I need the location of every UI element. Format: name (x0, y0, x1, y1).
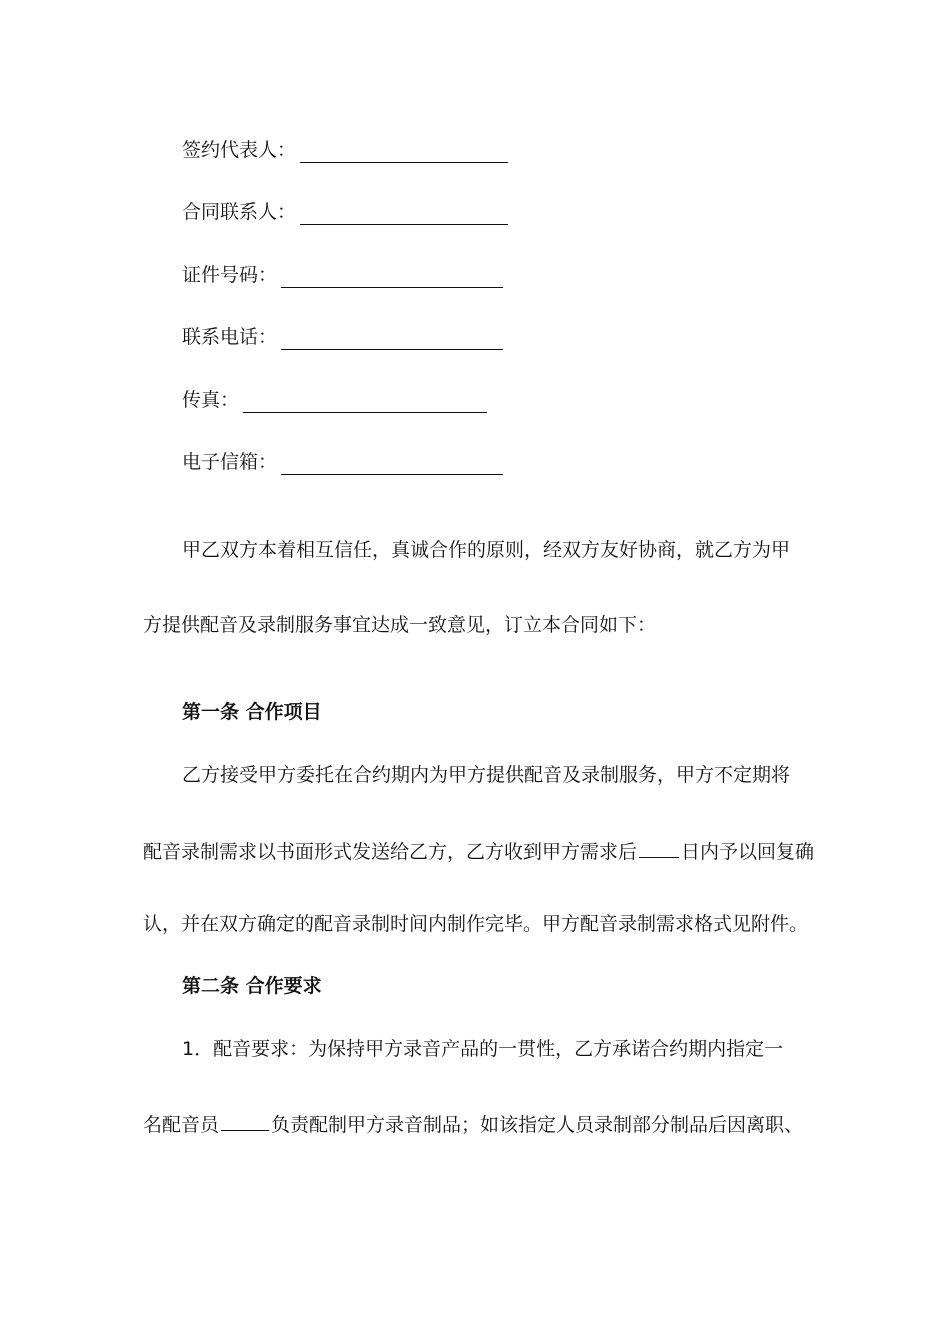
article-1-line-2-a: 配音录制需求以书面形式发送给乙方，乙方收到甲方需求后 (143, 841, 638, 863)
field-label: 传真： (182, 389, 240, 411)
field-phone (182, 324, 503, 350)
field-label: 证件号码： (182, 264, 278, 286)
intro-line-2: 方提供配音及录制服务事宜达成一致意见，订立本合同如下： (143, 614, 657, 636)
field-fax (182, 387, 487, 413)
blank-line[interactable] (281, 329, 503, 350)
article-1-heading: 第一条 合作项目 (182, 701, 322, 723)
blank-line[interactable] (300, 204, 508, 225)
article-2-line-2 (143, 1110, 803, 1138)
field-label: 签约代表人： (182, 139, 297, 161)
article-1-line-2 (143, 837, 814, 865)
blank-line[interactable] (300, 142, 508, 163)
field-contract-contact (182, 199, 508, 225)
voice-actor-blank[interactable] (221, 1110, 269, 1131)
intro-line-1: 甲乙双方本着相互信任，真诚合作的原则，经双方友好协商，就乙方为甲 (182, 539, 791, 561)
article-2-line-2-a: 名配音员 (143, 1114, 220, 1136)
article-2-line-2-b: 负责配制甲方录音制品；如该指定人员录制部分制品后因离职、 (271, 1114, 804, 1136)
field-label: 联系电话： (182, 326, 278, 348)
article-2-line-1: 1．配音要求：为保持甲方录音产品的一贯性，乙方承诺合约期内指定一 (182, 1038, 784, 1060)
article-1-line-3: 认，并在双方确定的配音录制时间内制作完毕。甲方配音录制需求格式见附件。 (143, 913, 809, 935)
blank-line[interactable] (281, 267, 503, 288)
field-email (182, 449, 503, 475)
article-1-line-2-b: 日内予以回复确 (681, 841, 815, 863)
field-id-number (182, 262, 503, 288)
days-blank[interactable] (639, 837, 679, 858)
article-1-line-1: 乙方接受甲方委托在合约期内为甲方提供配音及录制服务，甲方不定期将 (182, 764, 791, 786)
blank-line[interactable] (243, 392, 487, 413)
blank-line[interactable] (281, 454, 503, 475)
field-label: 合同联系人： (182, 201, 297, 223)
field-label: 电子信箱： (182, 451, 278, 473)
field-signing-representative (182, 137, 508, 163)
article-2-heading: 第二条 合作要求 (182, 975, 322, 997)
